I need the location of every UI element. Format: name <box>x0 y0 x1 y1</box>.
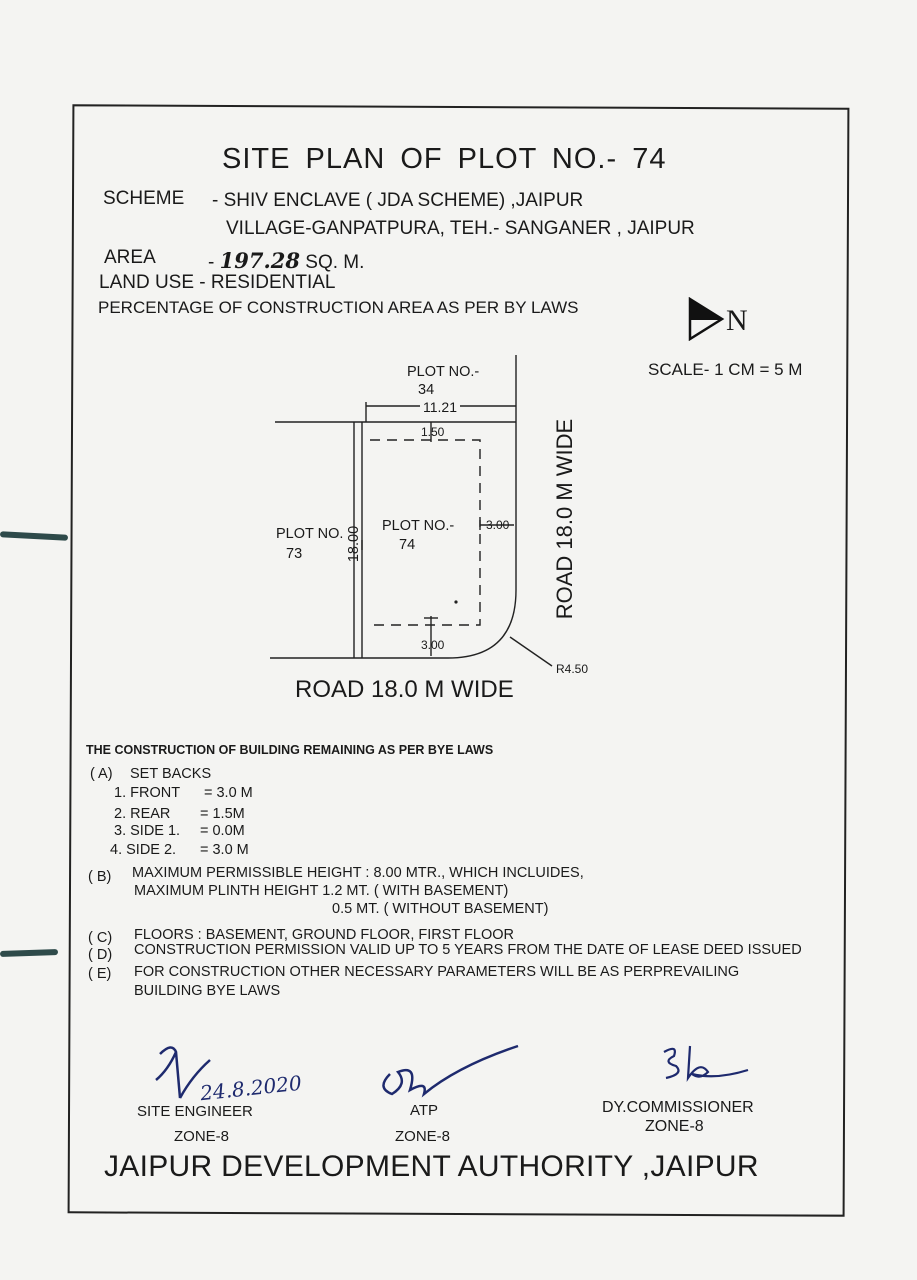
plot-73-label-line2: 73 <box>286 546 303 562</box>
setback-front-name: 1. FRONT <box>114 785 181 801</box>
dy-commissioner-signature <box>656 1040 756 1090</box>
plot-74-label-line2: 74 <box>399 537 416 553</box>
binding-string-bottom <box>0 949 58 957</box>
note-b-line1: MAXIMUM PERMISSIBLE HEIGHT : 8.00 MTR., WHICH INCLUIDES, <box>132 865 584 881</box>
road-label-right: ROAD 18.0 M WIDE <box>552 418 577 620</box>
land-use: LAND USE - RESIDENTIAL <box>99 272 336 293</box>
dimension-side-setback: 3.00 <box>486 518 510 532</box>
area-prefix: - <box>208 252 220 273</box>
note-e-line1: FOR CONSTRUCTION OTHER NECESSARY PARAMETERS WILL BE AS PERPREVAILING <box>134 964 740 980</box>
note-d-label: ( D) <box>88 947 113 963</box>
corner-radius-label: R4.50 <box>556 662 589 676</box>
construction-note-intro: THE CONSTRUCTION OF BUILDING REMAINING AS PER BYE LAWS <box>86 743 494 757</box>
area-unit: SQ. M. <box>305 252 365 273</box>
note-b-line2: MAXIMUM PLINTH HEIGHT 1.2 MT. ( WITH BASEMENT) <box>134 883 509 899</box>
note-a-label: ( A) <box>90 766 113 782</box>
page-title: SITE PLAN OF PLOT NO.- 74 <box>222 143 667 175</box>
dimension-front-setback: 3.00 <box>421 638 445 652</box>
setback-front-value: = 3.0 M <box>204 785 253 801</box>
area-handwritten-value: 197.28 <box>219 248 300 273</box>
plot-74-label-line1: PLOT NO.- <box>382 518 455 534</box>
site-engineer-title: SITE ENGINEER <box>137 1103 253 1120</box>
dy-commissioner-zone: ZONE-8 <box>645 1118 704 1135</box>
note-d-text: CONSTRUCTION PERMISSION VALID UP TO 5 YEARS FROM THE DATE OF LEASE DEED ISSUED <box>134 942 802 958</box>
note-c-text: FLOORS : BASEMENT, GROUND FLOOR, FIRST FLOOR <box>134 927 515 943</box>
corner-radius-arc <box>448 590 516 658</box>
village-line: VILLAGE-GANPATPURA, TEH.- SANGANER , JAIPUR <box>226 218 695 239</box>
road-label-bottom: ROAD 18.0 M WIDE <box>295 676 514 703</box>
note-e-label: ( E) <box>88 966 112 982</box>
dy-commissioner-title: DY.COMMISSIONER <box>602 1099 754 1116</box>
note-e-line2: BUILDING BYE LAWS <box>134 983 281 999</box>
scheme-label: SCHEME <box>103 188 185 209</box>
setback-side2-name: 4. SIDE 2. <box>110 842 177 858</box>
setback-rear-name: 2. REAR <box>114 806 171 822</box>
scale-label: SCALE- 1 CM = 5 M <box>648 360 803 379</box>
scheme-value: - SHIV ENCLAVE ( JDA SCHEME) ,JAIPUR <box>212 190 584 211</box>
plot-34-label-line1: PLOT NO.- <box>407 364 480 380</box>
dimension-rear-setback: 1.50 <box>421 425 445 439</box>
note-c-label: ( C) <box>88 930 113 946</box>
setback-rear-value: = 1.5M <box>200 806 245 822</box>
area-value-line <box>208 248 364 274</box>
note-b-line3: 0.5 MT. ( WITHOUT BASEMENT) <box>332 901 549 917</box>
note-b-label: ( B) <box>88 869 112 885</box>
dimension-width: 11.21 <box>423 399 457 415</box>
area-label: AREA <box>104 247 156 268</box>
site-engineer-zone: ZONE-8 <box>174 1128 230 1145</box>
note-a-title: SET BACKS <box>130 766 212 782</box>
atp-signature <box>368 1044 528 1114</box>
setback-side2-value: = 3.0 M <box>200 842 249 858</box>
plot-34-label-line2: 34 <box>418 382 435 398</box>
setback-side1-name: 3. SIDE 1. <box>114 823 181 839</box>
setback-side1-value: = 0.0M <box>200 823 245 839</box>
north-label: N <box>726 304 748 337</box>
handwritten-date: 24.8.2020 <box>199 1070 303 1106</box>
atp-title: ATP <box>410 1102 439 1119</box>
binding-string-top <box>0 531 68 541</box>
north-arrow-icon <box>686 297 726 341</box>
authority-footer: JAIPUR DEVELOPMENT AUTHORITY ,JAIPUR <box>104 1150 759 1183</box>
plot-73-label-line1: PLOT NO. <box>276 526 344 542</box>
atp-zone: ZONE-8 <box>395 1128 451 1145</box>
construction-percentage: PERCENTAGE OF CONSTRUCTION AREA AS PER BY LAWS <box>98 298 579 317</box>
dimension-depth: 18.00 <box>346 525 363 563</box>
